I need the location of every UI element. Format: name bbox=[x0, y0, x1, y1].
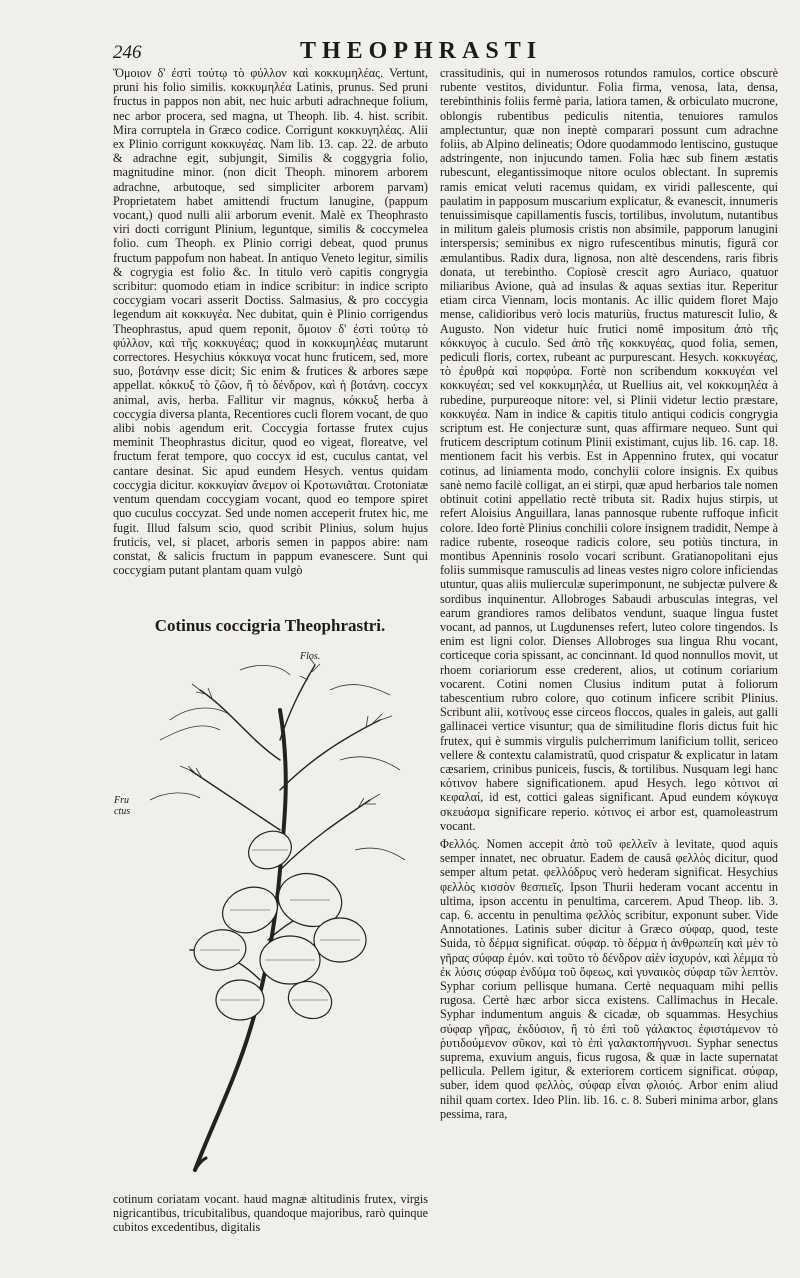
cotinus-plant-woodcut bbox=[140, 650, 430, 1180]
page-number: 246 bbox=[113, 42, 142, 63]
right-paragraph: Φελλός. Nomen accepit ἀπὸ τοῦ φελλεῖν à levitate, quod aquis semper innatet, nec obruatur. Eadem de causâ φελλὸς dicitur, quod semper altum petat. φελλόδρυς verò hederam significat. Hesychius φελλὸς κισσὸν θεσπιεῖς. Ipson Thurii hederam vocant accentu in ultima, ipson accentu in penultima, carcerem. Apud Theop. lib. 3. cap. 6. accentu in penultima φελλὸς scribitur, exponunt suber. Vide Annotationes. Latinis suber dicitur à Græco σύφαρ, quod, teste Suida, τὸ δέρμα significat. σύφαρ. τὸ δέρμα ἡ ἀνθρωπείη καὶ μὲν τὸ γῆρας σύφαρ ἐμόν. καὶ τοῦτο τὸ δένδρον αἰὲν ἰσχυρόν, καὶ λέμμα τὸ ἐκ λύσις σύφαρ ἐνδύμα τοῦ ὄφεως, καὶ γυναικὸς σύφαρ τῶν λεπτὸν. Syphar corium pellisque humana. Certè nequaquam mihi pellis rugosa. Certè hæc arbor sicca existens. Callimachus in Hecale. Syphar indumentum anguis & cicadæ, ob squammas. Hesychius σύφαρ γῆρας, ἐκδύσιον, ἢ τὸ ἐπὶ τοῦ γάλακτος ἐφιστάμενον τὸ ῥυτιδούμενον σῦκον, καὶ τὸ ἐπὶ γαλακτοπήγνυσι. Syphar senectus suprema, exuvium anguis, ficus rugosa, & quæ in lacte supernatat pellicula. Pellem igitur, & exteriorem corticem significat. σύφαρ, suber, idem quod φελλὸς, σύφαρ εἶναι φλοιός. Arbor enim aliud nihil quam cortex. Ideo Plin. lib. 16. c. 8. Suberi minima arbor, glans pessima, rara, bbox=[440, 836, 778, 1121]
right-column-text bbox=[440, 66, 778, 1258]
right-paragraph: crassitudinis, qui in numerosos rotundos ramulos, cortice obscurè rubente vestitos, dividuntur. Folia firma, venosa, lata, densa, terebinthinis foliis fermè paria, latiora tamen, & orbiculato mucrone, oblongis rubentibus pediculis nitentia, tenuiores ramulos amplectuntur, quæ non ineptè comparari possunt cum adrachne foliis, ab Alpino delineatis; Odore quodammodo lentiscino, gustuque adstringente, non injucundo tamen. Folia hæc sub finem æstatis rubescunt, elegantissimoque nitore oculos oblectant. In supremis ramis emicat veluti racemus quidam, ex viridi pallescente, qui paulatim in papposum muscarium explicatur, & evanescit, innumeris tenuissimisque capillamentis fuscis, tortilibus, involutum, nutantibus in militum galeis plumosis cristis non absimile, papporum lanugini interspersis; seminibus ex nigro rufescentibus minutis, figurâ cor æmulantibus. Radix dura, lignosa, non altè descendens, raris fibris donata, ut terebintho. Copiosè crescit agro Auriaco, quatuor miliaribus Avione, quà ad insulas & aquas sextias itur. Reperitur etiam circa Viennam, locis montanis. Ac illic quidem floret Majo mense, calidioribus verò locis maturiùs, fructus maturescit Iulio, & Augusto. Non videtur huic frutici nomê impositum ἀπὸ τῆς κόκκυγος à cuculo. Sed ἀπὸ τῆς κοκκυγέας, quod folia, semen, pediculi floris, cortex, rubeant ac purpurescant. Hesych. κοκκυγέας, τὸ ἐρυθρὰ καὶ πορφύρα. Fortè non scribendum κοκκυγέαι vel κοκκυγέαι; sed vel κοκκυμηλέα, ut Ruellius ait, vel κοκκυμηλέα à rubedine, purpureoque nitore: vel, si Plinii videtur lectio præstare, κοκκυγέα. Nam in indice & capitis titulo antiqui codicis congrygia scriptum est. He conjecturæ sunt, quas affirmare nequeo. Sunt qui fruticem descriptum cotinum Plinii existimant, cujus lib. 16. cap. 18. mentionem facit his verbis. Est in Appennino frutex, qui vocatur cotinus, ad liniamenta modo, conchylii colore insignis. Ex quibus sanè nemo facilè colligat, an ei stirpi, quæ apud herbarios tale nomen obtinuit cotini appellatio rectè tributa sit. Radix hujus stirpis, ut refert Aloisius Anguillara, lanas pannosque rubente ruffoque inficit colore. Ideo fortè Plinius conchilii colore insignem tradidit, Nempe à radice rubente, roseoque radicis colore, seu potiùs tinctura, in montibus Apenninis rosolo vocari scribunt. Gratianopolitani ejus foliis summisque ramusculis ad lineas vestes nigro colore inficiendas utuntur, quas aliis mulierculæ superimponunt, ne subjectæ pulvere & sordibus inquinentur. Allobroges Sabaudi arbusculas integras, vel earum grandiores ramos delibatos vendunt, suaque lingua fustet vocant, ad pannos, ut Lugdunenses refert, luteo colore tingendos. Is enim est ligni color. Dienses Allobroges sua lingua Rhu vocant, corticeque coria spissant, ac concinnant. Id quod nonnullos movit, ut rhoem coriariorum esse crederent, alios, ut cotinum coriarium vocarent. Cotini nomen Clusius inditum putat à foliorum tabescentium rubro colore, quo cotinum inficere scribit Plinius. Scribunt alii, κοτίνους esse circeos floccos, quales in galeis, aut galli gallinacei vertice visuntur; qua de similitudine floris dictus fuit hic frutex, qui è summis virgulis pulcherrimum lanificium tollit, sericeo vellere & contextu calamistratû, quod crispatur & explicatur in latam cæsariem, crinibus puniceis, fuscis, & tortilibus. Nusquam legi hanc κότινον habere significationem. apud Hesych. lego κότινοι αἱ κεφαλαί, id est, cottici galeas significant. Apud eundem κόγκυγα σκευάσμα significare reperio. κότινος ei arbor est, quamoleastrum vocant. bbox=[440, 66, 778, 833]
fruit-label-line2: ctus bbox=[114, 806, 131, 817]
figure-label-flower: Flos. bbox=[300, 651, 321, 662]
left-column-text bbox=[113, 66, 428, 584]
left-column-bottom-text: cotinum coriatam vocant. haud magnæ altitudinis frutex, virgis nigricantibus, tricubitalibus, quandoque majoribus, rarò quinque cubitos excedentibus, digitalis bbox=[113, 1192, 428, 1235]
figure-label-fruit bbox=[114, 795, 140, 817]
left-paragraph: Ὅμοιον δ' ἐστὶ τούτῳ τὸ φύλλον καὶ κοκκυμηλέας. Vertunt, pruni his folio similis. κοκκυμηλέα Latinis, prunus. Sed pruni fructus in pappos non abit, nec huic arbuti adrachneque folium, nec arbor procera, sed magna, ut Theoph. lib. 4. hist. scribit. Mira corruptela in Græco codice. Corrigunt κοκκυγηλέας. Alii ex Plinio corrigunt κοκκυγέας. Nam lib. 13. cap. 22. de arbuto & adrachne egit, subjungit, Similis & coggygria folio, magnitudine minor. (non dicit Theoph. minorem arborem adrachne, arbutoque, sed simpliciter arborem parvam) Proprietatem habet amittendi fructum lanugine, (pappum vocant,) quod nulli alii arborum evenit. Malè ex Theophrasto viri docti corrigunt Plinium, leguntque, similis & coccymelea folio. cum Theoph. ex Plinio corrigi debeat, quod prunus fructum pappofum non habeat. In antiquo Veneto legitur, similis & cogrygia est folio &c. In titulo verò capitis congrygia scribitur: quomodo etiam in indice scribitur: in indice scripto coccygiam vocari asserit Doctiss. Salmasius, & pro coccygia legendum ait κοκκυγέα. Nec dubitat, quin è Plinio corrigendus Theophrastus, apud quem reponit, ὅμοιον δ' ἐστὶ τούτῳ τὸ φύλλον, καὶ τῆς κοκκυγέας; quod in κοκκυμηλέας mutarunt correctores. Hesychius κόκκυγα vocat hunc fruticem, sed, more suo, βοτάνην esse dicit; Sic enim & frutices & arbores sæpe appellat. κόκκυξ τὸ ζῶον, ἢ τὸ δένδρον, καὶ ἡ βοτάνη. coccyx animal, avis, herba. Fallitur vir magnus, κόκκυξ herba à coccygia diversa planta, Recentiores cucli florem vocant, de quo alibi nobis agendum erit. Coccygia fortasse frutex cujus meminit Theophrastus dicitur, quod eo vigeat, floreatve, vel fructum ferat tempore, quo coccyx id est, cuculus cantat, vel cantare desinat. Sic apud eundem Hesych. ventus quidam coccygia dicitur. κοκκυγίαν ἄνεμον οἱ Κροτωνιᾶται. Crotoniatæ ventum quendam coccygiam vocant, quod eo tempore spiret quo cuculus coccyzat. Sed unde nomen acceperit frutex hic, me fugit. Illud falsum scio, quod scribit Plinius, solum hujus fruticis, vel, si placet, arboris semen in pappos abire: nam constat, & salicis fructum in pappum evanescere. Sunt qui coccygiam putant plantam quam vulgò bbox=[113, 66, 428, 578]
figure-caption: Cotinus coccigria Theophrastri. bbox=[154, 616, 386, 635]
running-head: THEOPHRASTI bbox=[300, 38, 543, 64]
fruit-label-line1: Fru bbox=[114, 795, 129, 806]
